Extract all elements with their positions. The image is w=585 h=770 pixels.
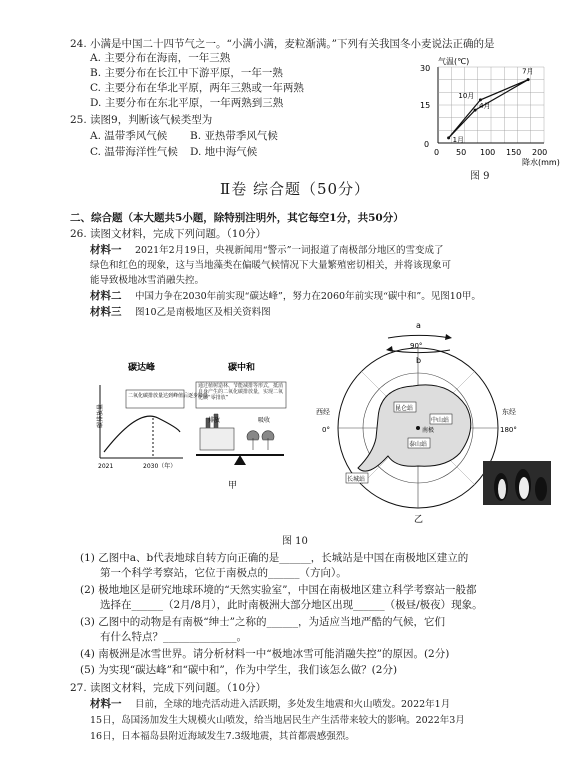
carbon-peak-title: 碳达峰 (128, 363, 156, 373)
q27-material1-label: 材料一 (90, 698, 122, 710)
q26-material2-label: 材料二 (90, 290, 122, 302)
q27-material1-line1: 目前，全球的地壳活动进入活跃期，多处发生地震和火山喷发。2022年1月 (135, 699, 451, 710)
fig9-ytick-30: 30 (420, 64, 431, 73)
q25-option-c: C. 温带海洋性气候 (90, 146, 178, 158)
q26-sub3-line1: (3) 乙图中的动物是有南极“绅士”之称的______，为适应当地严酷的气候，它们 (80, 616, 445, 628)
fig9-xtick-50: 50 (456, 148, 467, 157)
q26-material1-line2: 绿色和红色的现象，这与当地藻类在偏暖气候情况下大量繁殖密切相关，并将该现象可 (90, 260, 452, 271)
arrow-b-head (386, 346, 393, 352)
fig9-ytick-15: 15 (420, 101, 431, 110)
fig9-point-label: 1月 (452, 135, 465, 144)
fig-yi-label: 乙 (414, 515, 424, 525)
zero-label: 0° (322, 426, 330, 434)
section-2-title: Ⅱ卷 综合题（50分） (220, 180, 371, 198)
fig10-caption: 图 10 (282, 536, 308, 547)
q26-sub5: (5) 为实现“碳达峰”和“碳中和”，作为中学生，我们该怎么做？(2分) (80, 664, 398, 676)
fig9-xtick-100: 100 (480, 148, 496, 157)
q26-material2-text: 中国力争在2030年前实现“碳达峰”，努力在2060年前实现“碳中和”。见图10甲。 (135, 291, 481, 302)
fig9-caption: 图 9 (470, 171, 490, 182)
fig9-ytick-0: 0 (424, 140, 430, 149)
penguin-photo (483, 461, 551, 505)
south-pole-marker (416, 426, 420, 430)
penguin-2-belly (519, 477, 529, 499)
q24-option-d: D. 主要分布在东北平原，一年两熟到三熟 (90, 97, 284, 109)
fig9-point (474, 109, 477, 112)
q24-option-a: A. 主要分布在海南，一年三熟 (90, 52, 231, 64)
q25-stem: 25. 读图9，判断该气候类型为 (70, 114, 213, 126)
neutral-left-label: 排放 (208, 417, 221, 424)
fig9-ylabel: 气温(℃) (438, 57, 470, 66)
q26-sub4: (4) 南极洲是冰雪世界。请分析材料一中“极地冰雪可能消融失控”的原因。(2分) (80, 648, 450, 660)
fig9-xtick-200: 200 (532, 148, 548, 157)
fig9-xtick-150: 150 (506, 148, 522, 157)
kunlun-label: 昆仑站 (395, 405, 414, 412)
q26-material3-text: 图10乙是南极地区及相关资料图 (135, 307, 271, 318)
q26-sub3-line2: 有什么特点？______________。 (100, 631, 247, 643)
fig9-point-label: 7月 (522, 67, 534, 76)
tree-icon (247, 431, 274, 450)
fig9-xlabel: 降水(mm) (522, 158, 560, 167)
zhongshan-label: 中山站 (431, 417, 450, 424)
fig9-point (479, 98, 482, 101)
q26-sub1-line1: (1) 乙图中a、b代表地球自转方向正确的是______，长城站是中国在南极地区建立的 (80, 552, 469, 564)
fig9-point-label: 10月 (458, 91, 475, 100)
q26-material1-line1: 2021年2月19日，央视新闻用“警示”一词报道了南极部分地区的雪变成了 (135, 245, 444, 256)
q26-sub1-line2: 第一个科学考察站，它位于南极点的______（方向）。 (100, 567, 347, 579)
fig9-point (447, 136, 450, 139)
q26-sub2-line2: 选择在______（2月/8月），此时南极洲大部分地区出现______（极昼/极夜）现象。 (100, 599, 483, 611)
taishan-label: 泰山站 (409, 441, 428, 448)
q24-option-c: C. 主要分布在华北平原，两年三熟或一年两熟 (90, 82, 304, 94)
q26-sub2-line1: (2) 极地地区是研究地球环境的“天然实验室”，中国在南极地区建立科学考察站一般都 (80, 584, 477, 596)
lat-90-label: 90° (410, 342, 423, 350)
q25-option-b: B. 亚热带季风气候 (190, 130, 278, 142)
changcheng-label: 长城站 (347, 476, 366, 483)
fig9-xtick-0: 0 (434, 148, 440, 157)
fig9-point (527, 78, 530, 81)
fig-jia-label: 甲 (228, 481, 238, 491)
peak-curve (104, 416, 180, 452)
neutral-note-wrap (198, 383, 285, 409)
fig9-point-label: 4月 (479, 102, 491, 111)
section-2-heading: 二、综合题（本大题共5小题，除特别注明外，其它每空1分，共50分） (70, 212, 404, 224)
factory-icon (200, 428, 234, 450)
label-a: a (416, 321, 421, 330)
e180-label: 180° (500, 426, 517, 434)
neutral-note: 通过植树造林、节能减排等形式，抵消自身产生的二氧化碳排放量，实现二氧化碳“零排放” (198, 383, 284, 401)
q24-stem: 24. 小满是中国二十四节气之一。“小满小满，麦粒渐满。”下列有关我国冬小麦说法正确的是 (70, 38, 495, 50)
q26-stem: 26. 读图文材料，完成下列问题。（10分） (70, 228, 267, 240)
rotation-arrow-a (388, 335, 450, 338)
carbon-neutral-title: 碳中和 (228, 363, 256, 373)
balance-fulcrum (234, 455, 246, 465)
q27-material1-line3: 16日，日本福岛县附近海域发生7.3级地震，其首都震感强烈。 (90, 731, 355, 742)
figure-10-jia (88, 360, 318, 500)
peak-ylabel: 碳排放量 (97, 403, 104, 428)
figure-9-chart (412, 55, 572, 180)
q26-material1-label: 材料一 (90, 244, 122, 256)
peak-note: 二氧化碳排放量达到峰值后逐步降低 (128, 393, 209, 399)
peak-x1: 2021 (98, 463, 114, 470)
label-b: b (416, 356, 422, 365)
east-label: 东经 (502, 408, 516, 416)
pole-label: 南极 (422, 427, 435, 434)
arrow-a-head (445, 334, 452, 340)
neutral-right-label: 吸收 (258, 417, 271, 424)
q26-material3-label: 材料三 (90, 306, 122, 318)
penguin-1-belly (498, 479, 506, 499)
q26-material1-line3: 能导致极地冰雪消融失控。 (90, 275, 205, 286)
q27-stem: 27. 读图文材料，完成下列问题。（10分） (70, 682, 267, 694)
q27-material1-line2: 15日，岛国汤加发生大规模火山喷发，给当地居民生产生活带来较大的影响。2022年3月 (90, 715, 465, 726)
q25-option-a: A. 温带季风气候 (90, 130, 168, 142)
peak-x2: 2030（年） (143, 463, 177, 470)
penguin-3 (535, 477, 547, 501)
fig9-points (447, 68, 533, 144)
q24-option-b: B. 主要分布在长江中下游平原，一年一熟 (90, 67, 283, 79)
west-label: 西经 (316, 408, 330, 416)
q25-option-d: D. 地中海气候 (190, 146, 258, 158)
